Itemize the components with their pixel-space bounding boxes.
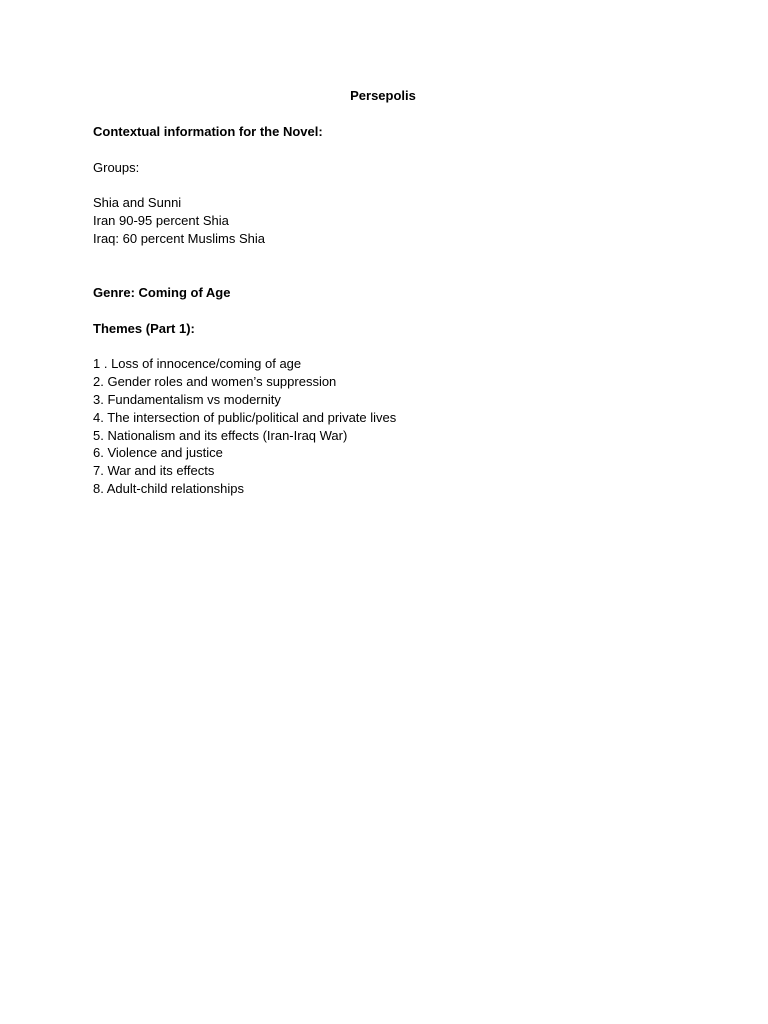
groups-line: Iran 90-95 percent Shia [93,213,229,229]
groups-list [93,194,693,247]
theme-item: 2. Gender roles and women’s suppression [93,374,337,390]
spacer [93,302,693,320]
theme-item: 5. Nationalism and its effects (Iran-Iraq War) [93,427,348,443]
theme-item: 3. Fundamentalism vs modernity [93,391,281,407]
groups-line: Shia and Sunni [93,195,182,211]
spacer [93,248,693,284]
themes-list [93,355,693,497]
groups-line: Iraq: 60 percent Muslims Shia [93,230,265,246]
spacer [93,176,693,194]
context-heading: Contextual information for the Novel: [93,123,323,139]
theme-item: 4. The intersection of public/political and private lives [93,409,397,425]
spacer [93,141,693,159]
theme-item: 7. War and its effects [93,463,215,479]
themes-heading: Themes (Part 1): [93,320,195,336]
genre-heading: Genre: Coming of Age [93,284,231,300]
theme-item: 1 . Loss of innocence/coming of age [93,356,302,372]
document-body [93,87,693,498]
spacer [93,337,693,355]
groups-label: Groups: [93,159,140,175]
theme-item: 6. Violence and justice [93,445,223,461]
theme-item: 8. Adult-child relationships [93,480,245,496]
document-title: Persepolis [350,88,416,103]
